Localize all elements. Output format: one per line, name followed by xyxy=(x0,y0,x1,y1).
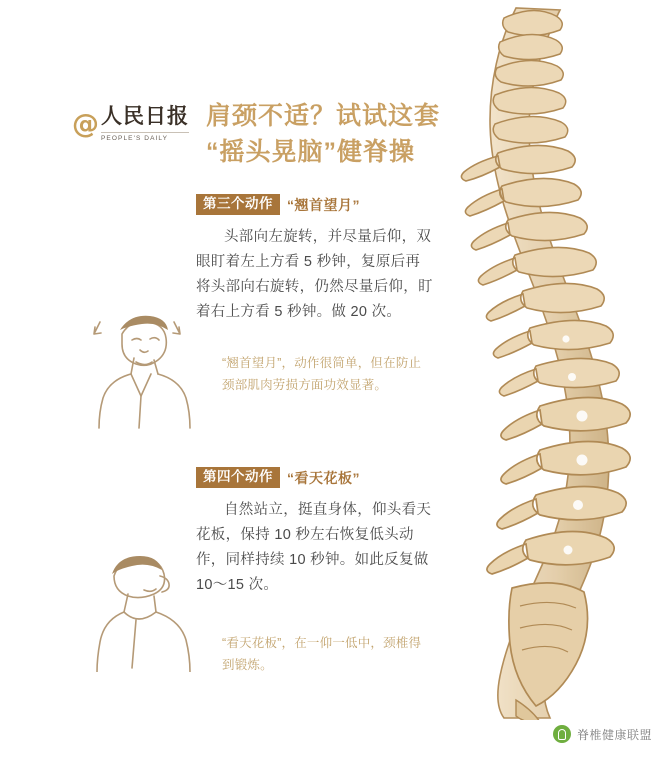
brand-logo xyxy=(72,102,194,146)
spine-illustration xyxy=(420,0,668,720)
section-4-body: 自然站立，挺直身体，仰头看天花板，保持 10 秒左右恢复低头动作，同样持续 10 秒钟。如此反复做 10～15 次。 xyxy=(196,502,432,593)
section-move-4 xyxy=(196,466,436,598)
footer-account xyxy=(553,725,652,743)
footer-account-name: 脊椎健康联盟 xyxy=(576,727,652,742)
brand-name-en: PEOPLE'S DAILY xyxy=(101,132,189,142)
section-3-header xyxy=(196,193,436,216)
figure-looking-up xyxy=(78,300,200,432)
section-3-tag: 第三个动作 xyxy=(196,194,280,215)
figure-looking-ceiling xyxy=(84,540,210,672)
brand-name-cn: 人民日报 xyxy=(101,105,189,129)
page-title xyxy=(206,98,456,171)
section-4-name: “看天花板” xyxy=(287,469,360,486)
spine-badge-icon xyxy=(553,725,571,743)
section-4-tag: 第四个动作 xyxy=(196,467,280,488)
section-4-note: “看天花板”，在一仰一低中，颈椎得到锻炼。 xyxy=(222,636,422,673)
section-3-name: “翘首望月” xyxy=(287,196,360,213)
title-line-2: “摇头晃脑”健脊操 xyxy=(206,138,416,167)
section-3-note: “翘首望月”，动作很简单，但在防止颈部肌肉劳损方面功效显著。 xyxy=(222,356,422,393)
section-move-3 xyxy=(196,193,436,325)
title-line-1: 肩颈不适？试试这套 xyxy=(206,102,441,130)
section-3-body: 头部向左旋转，并尽量后仰，双眼盯着左上方看 5 秒钟，复原后再将头部向右旋转，仍然尽量后仰，盯着右上方看 5 秒钟。做 20 次。 xyxy=(196,229,433,320)
at-symbol-icon: @ xyxy=(72,108,99,140)
section-4-header xyxy=(196,466,436,489)
